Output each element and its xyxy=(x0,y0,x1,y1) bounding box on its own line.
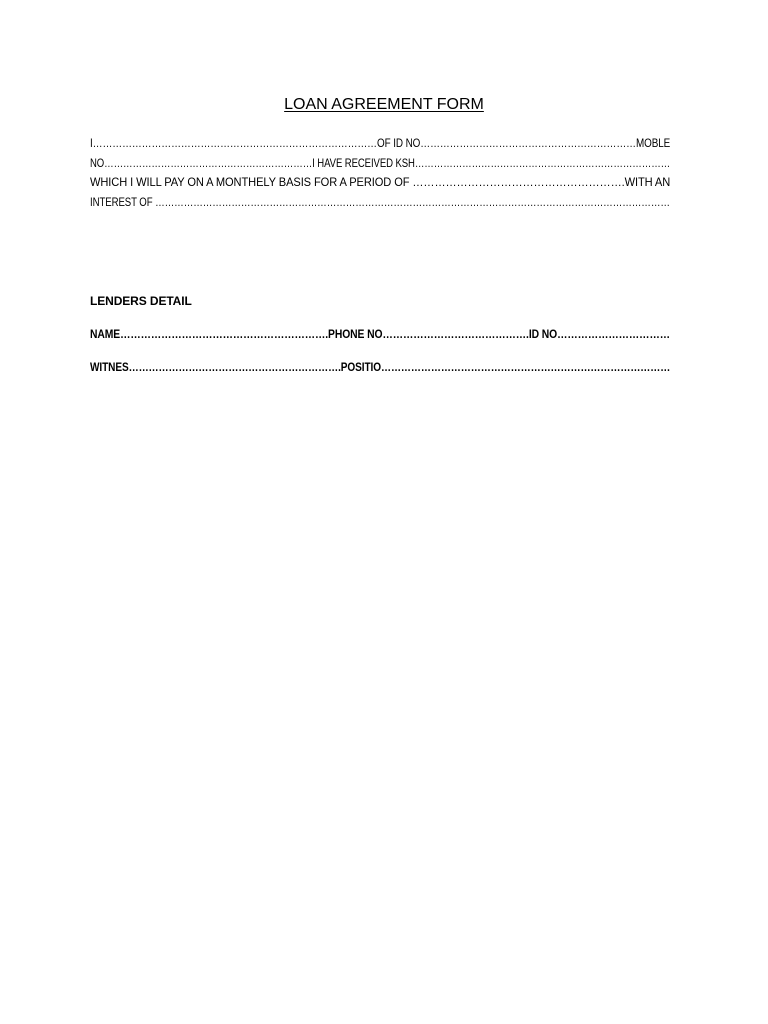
lenders-detail-heading: LENDERS DETAIL xyxy=(90,294,192,308)
agreement-line-3: WHICH I WILL PAY ON A MONTHELY BASIS FOR A PERIOD OF ………………………………………………….WITH AN xyxy=(90,175,671,189)
witness-line: WITNES……………………………………………………….POSITIO…………………………………………………………………………… xyxy=(90,360,671,374)
page-title: LOAN AGREEMENT FORM xyxy=(284,96,484,113)
agreement-line-1: I……………………………………………………………………………OF ID NO…………………………………………………………MOBLE xyxy=(90,136,671,150)
agreement-line-4: INTEREST OF ……………………………………………………………………………………………………………………………………………… xyxy=(90,195,670,209)
lender-name-line: NAME…………………………………………………….PHONE NO…………………………………….ID NO…………………………… xyxy=(90,327,670,341)
agreement-line-2: NO…………………………………………………………I HAVE RECEIVED KSH……………………………………………………………………… xyxy=(90,156,671,170)
